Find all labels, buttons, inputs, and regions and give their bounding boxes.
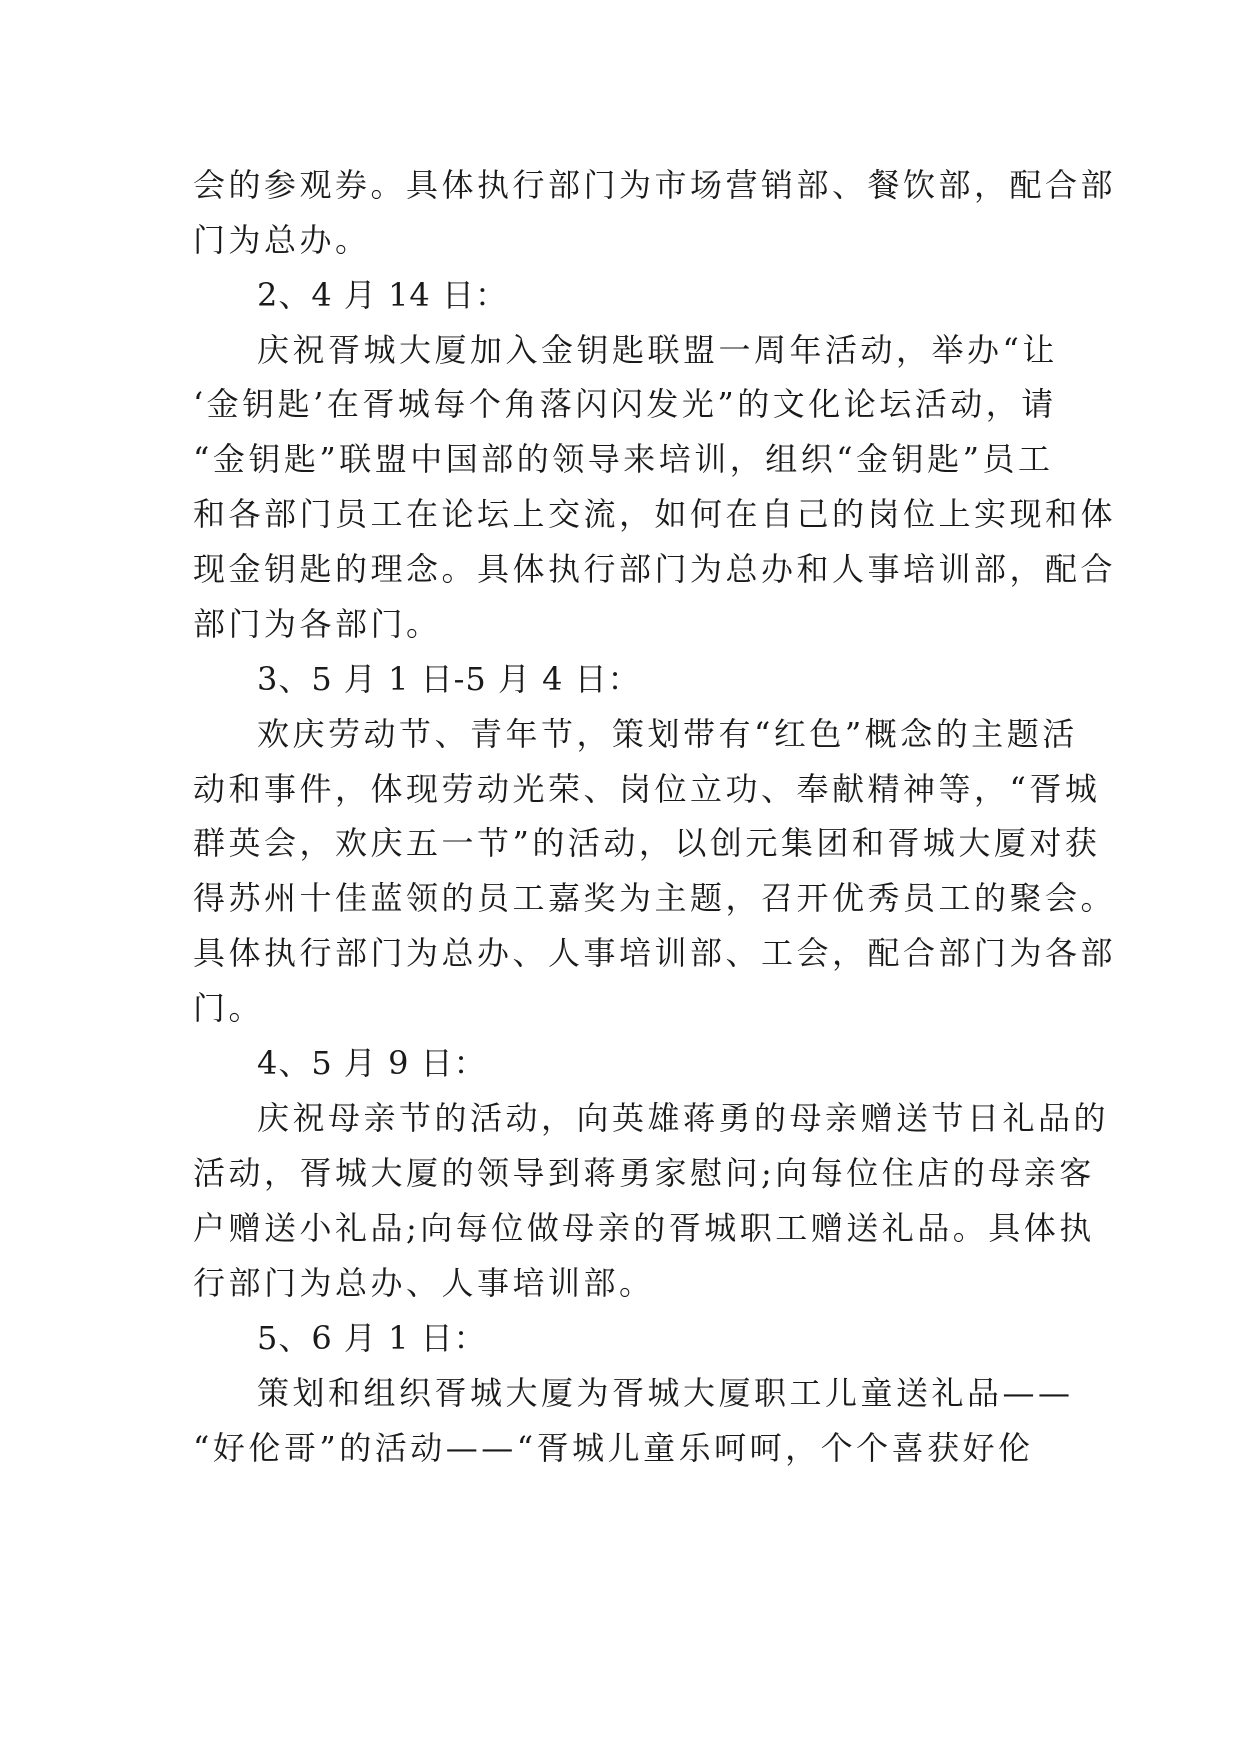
text-line: 群英会，欢庆五一节”的活动，以创元集团和胥城大厦对获 bbox=[193, 824, 1101, 862]
text-line: 门为总办。 bbox=[193, 221, 371, 259]
text-line: ‘金钥匙’在胥城每个角落闪闪发光”的文化论坛活动，请 bbox=[193, 385, 1057, 423]
section-heading: 5、6 月 1 日： bbox=[257, 1319, 487, 1357]
text-line: 庆祝胥城大厦加入金钥匙联盟一周年活动，举办“让 bbox=[257, 331, 1058, 369]
text-line: 庆祝母亲节的活动，向英雄蒋勇的母亲赠送节日礼品的 bbox=[257, 1099, 1110, 1137]
text-line: 得苏州十佳蓝领的员工嘉奖为主题，召开优秀员工的聚会。 bbox=[193, 879, 1117, 917]
text-line: 部门为各部门。 bbox=[193, 605, 442, 643]
text-line: 动和事件，体现劳动光荣、岗位立功、奉献精神等，“胥城 bbox=[193, 770, 1101, 808]
text-line: 门。 bbox=[193, 989, 265, 1027]
text-line: 行部门为总办、人事培训部。 bbox=[193, 1264, 655, 1302]
text-line: 户赠送小礼品;向每位做母亲的胥城职工赠送礼品。具体执 bbox=[193, 1209, 1095, 1247]
text-line: 现金钥匙的理念。具体执行部门为总办和人事培训部，配合 bbox=[193, 550, 1117, 588]
text-line: “好伦哥”的活动——“胥城儿童乐呵呵，个个喜获好伦 bbox=[193, 1429, 1034, 1467]
text-line: “金钥匙”联盟中国部的领导来培训，组织“金钥匙”员工 bbox=[193, 440, 1054, 478]
section-heading: 2、4 月 14 日： bbox=[257, 276, 508, 314]
text-line: 具体执行部门为总办、人事培训部、工会，配合部门为各部 bbox=[193, 934, 1117, 972]
text-line: 策划和组织胥城大厦为胥城大厦职工儿童送礼品—— bbox=[257, 1374, 1074, 1412]
text-line: 活动，胥城大厦的领导到蒋勇家慰问;向每位住店的母亲客 bbox=[193, 1154, 1095, 1192]
text-line: 和各部门员工在论坛上交流，如何在自己的岗位上实现和体 bbox=[193, 495, 1117, 533]
text-line: 会的参观券。具体执行部门为市场营销部、餐饮部，配合部 bbox=[193, 166, 1117, 204]
section-heading: 3、5 月 1 日-5 月 4 日： bbox=[257, 660, 641, 698]
text-line: 欢庆劳动节、青年节，策划带有“红色”概念的主题活 bbox=[257, 715, 1078, 753]
section-heading: 4、5 月 9 日： bbox=[257, 1044, 487, 1082]
